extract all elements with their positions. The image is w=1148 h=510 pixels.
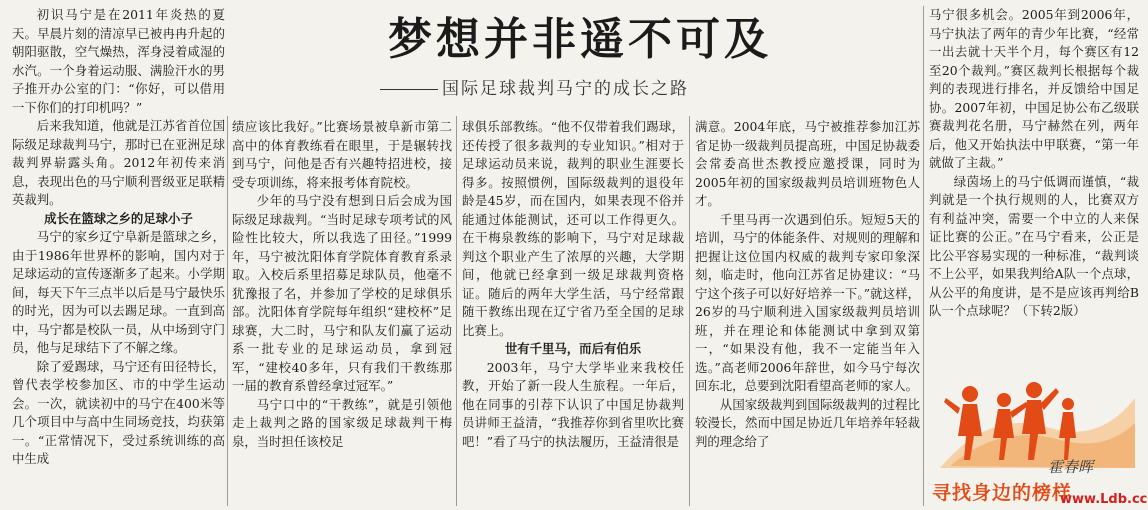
article-column-3 xyxy=(462,118,684,451)
paragraph: 除了爱踢球，马宁还有田径特长，曾代表学校参加区、市的中学生运动会。一次，就读初中的马宁在400米等几个项目中与高中生同场竞技，均获第一。“正常情况下，受过系统训练的高中生成 xyxy=(12,358,225,466)
silhouette-figures-icon xyxy=(930,368,1142,478)
paragraph: 绿茵场上的马宁低调而谨慎，“裁判就是一个执行规则的人，比赛双方有利益冲突，需要一个中立的人来保证比赛的公正。”在马宁看来，公正是比公平容易实现的一种标准，“裁判谈不上公平，如果我判给A队一个点球，从公平的角度讲，是不是应该再判给B队一个点球呢？（下转2版） xyxy=(929,173,1139,318)
paragraph: 马宁口中的“干教练”，就是引领他走上裁判之路的国家级足球裁判干梅泉，当时担任该校足 xyxy=(232,396,452,449)
section-subheading: 成长在篮球之乡的足球小子 xyxy=(44,210,193,226)
subheadline-text: 国际足球裁判马宁的成长之路 xyxy=(442,79,689,99)
article-column-5 xyxy=(929,6,1139,321)
paragraph: 绩应该比我好。”比赛场景被阜新市第二高中的体育教练看在眼里，于是辗转找到马宁，问他是否有兴趣特招进校，接受专项训练，将来报考体育院校。 xyxy=(232,119,452,190)
section-subheading: 世有千里马，而后有伯乐 xyxy=(504,341,642,356)
headline: 梦想并非遥不可及 xyxy=(388,14,772,65)
subheadline xyxy=(380,74,820,99)
article-column-1 xyxy=(12,6,225,469)
watermark: www.Ldb.cc xyxy=(1060,492,1148,507)
column-divider xyxy=(227,116,228,506)
paragraph: 马宁很多机会。2005年到2006年，马宁执法了两年的青少年比赛，“经常一出去就十天半个月，每个赛区有12至20个裁判。”赛区裁判长根据每个裁判的表现进行排名，并反馈给中国足协。2007年初，中国足协公布乙级联赛裁判花名册，马宁赫然在列，两年后，他又开始执法中甲联赛，“第一年就做了主裁。” xyxy=(929,7,1139,170)
column-divider xyxy=(923,6,924,506)
column-logo xyxy=(930,368,1142,506)
paragraph: 从国家级裁判到国际级裁判的过程比较漫长，然而中国足协近几年培养年轻裁判的理念给了 xyxy=(695,396,920,449)
author-signature: 霍春晖 xyxy=(1048,458,1094,476)
column-divider xyxy=(456,116,457,506)
article-column-2 xyxy=(232,118,452,451)
paragraph: 少年的马宁没有想到日后会成为国际级足球裁判。“当时足球专项考试的风险性比较大，所以我选了田径。”1999年，马宁被沈阳体育学院体育教育系录取。入校后系里招募足球队员，他毫不犹豫报了名，并参加了学校的足球俱乐部。沈阳体育学院每年组织“建校杯”足球赛，大二时，马宁和队友们赢了运动系一批专业的足球运动员，拿到冠军，“建校40多年，只有我们干教练那一届的教育系曾经拿过冠军。” xyxy=(232,193,452,393)
paragraph: 满意。2004年底，马宁被推荐参加江苏省足协一级裁判员提高班，中国足协裁委会常委高世杰教授应邀授课，同时为2005年初的国家级裁判员培训班物色人才。 xyxy=(695,119,920,208)
column-name: 寻找身边的榜样 xyxy=(932,482,1073,504)
paragraph: 马宁的家乡辽宁阜新是篮球之乡，由于1986年世界杯的影响，国内对于足球运动的宣传逐渐多了起来。小学期间，每天下午三点半以后是马宁最快乐的时光，因为可以去踢足球。一直到高中，马宁都是校队一员，从中场到守门员，他与足球结下了不解之缘。 xyxy=(12,229,225,355)
paragraph: 后来我知道，他就是江苏省首位国际级足球裁判马宁，那时已在亚洲足球裁判界崭露头角。2012年初传来消息，表现出色的马宁顺利晋级亚足联精英裁判。 xyxy=(12,118,225,207)
paragraph: 初识马宁是在2011年炎热的夏天。早晨片刻的清凉早已被冉冉升起的朝阳驱散，空气燥热，浑身浸着咸湿的水汽。一个身着运动服、满脸汗水的男子推开办公室的门：“你好，可以借用一下你们的打印机吗？” xyxy=(12,7,225,115)
paragraph: 2003年，马宁大学毕业来我校任教，开始了新一段人生旅程。一年后，他在同事的引荐下认识了中国足协裁判员讲师王益清，“我推荐你到省里吹比赛吧！”看了马宁的执法履历，王益清很是 xyxy=(462,359,684,449)
article-column-4 xyxy=(695,118,920,451)
em-dash xyxy=(380,89,438,90)
paragraph: 球俱乐部教练。“他不仅带着我们踢球，还传授了很多裁判的专业知识。”相对于足球运动员来说，裁判的职业生涯要长得多。按照惯例，国际级裁判的退役年龄是45岁，而在国内，如果表现不俗并能通过体能测试，还可以工作得更久。在干梅泉教练的影响下，马宁对足球裁判这个职业产生了浓厚的兴趣，大学期间，他就已经拿到一级足球裁判资格证。随后的两年大学生活，马宁经常跟随干教练出现在辽宁省乃至全国的足球比赛上。 xyxy=(462,119,684,338)
column-divider xyxy=(689,116,690,506)
paragraph: 千里马再一次遇到伯乐。短短5天的培训，马宁的体能条件、对规则的理解和把握让这位国内权威的裁判专家印象深刻，临走时，他向江苏省足协建议：“马宁这个孩子可以好好培养一下。”就这样，26岁的马宁顺利进入国家级裁判员培训班，并在理论和体能测试中拿到双第一，“如果没有他，我不一定能当年入选。”高老师2006年辞世，如今马宁每次回东北，总要到沈阳看望高老师的家人。 xyxy=(695,211,920,393)
